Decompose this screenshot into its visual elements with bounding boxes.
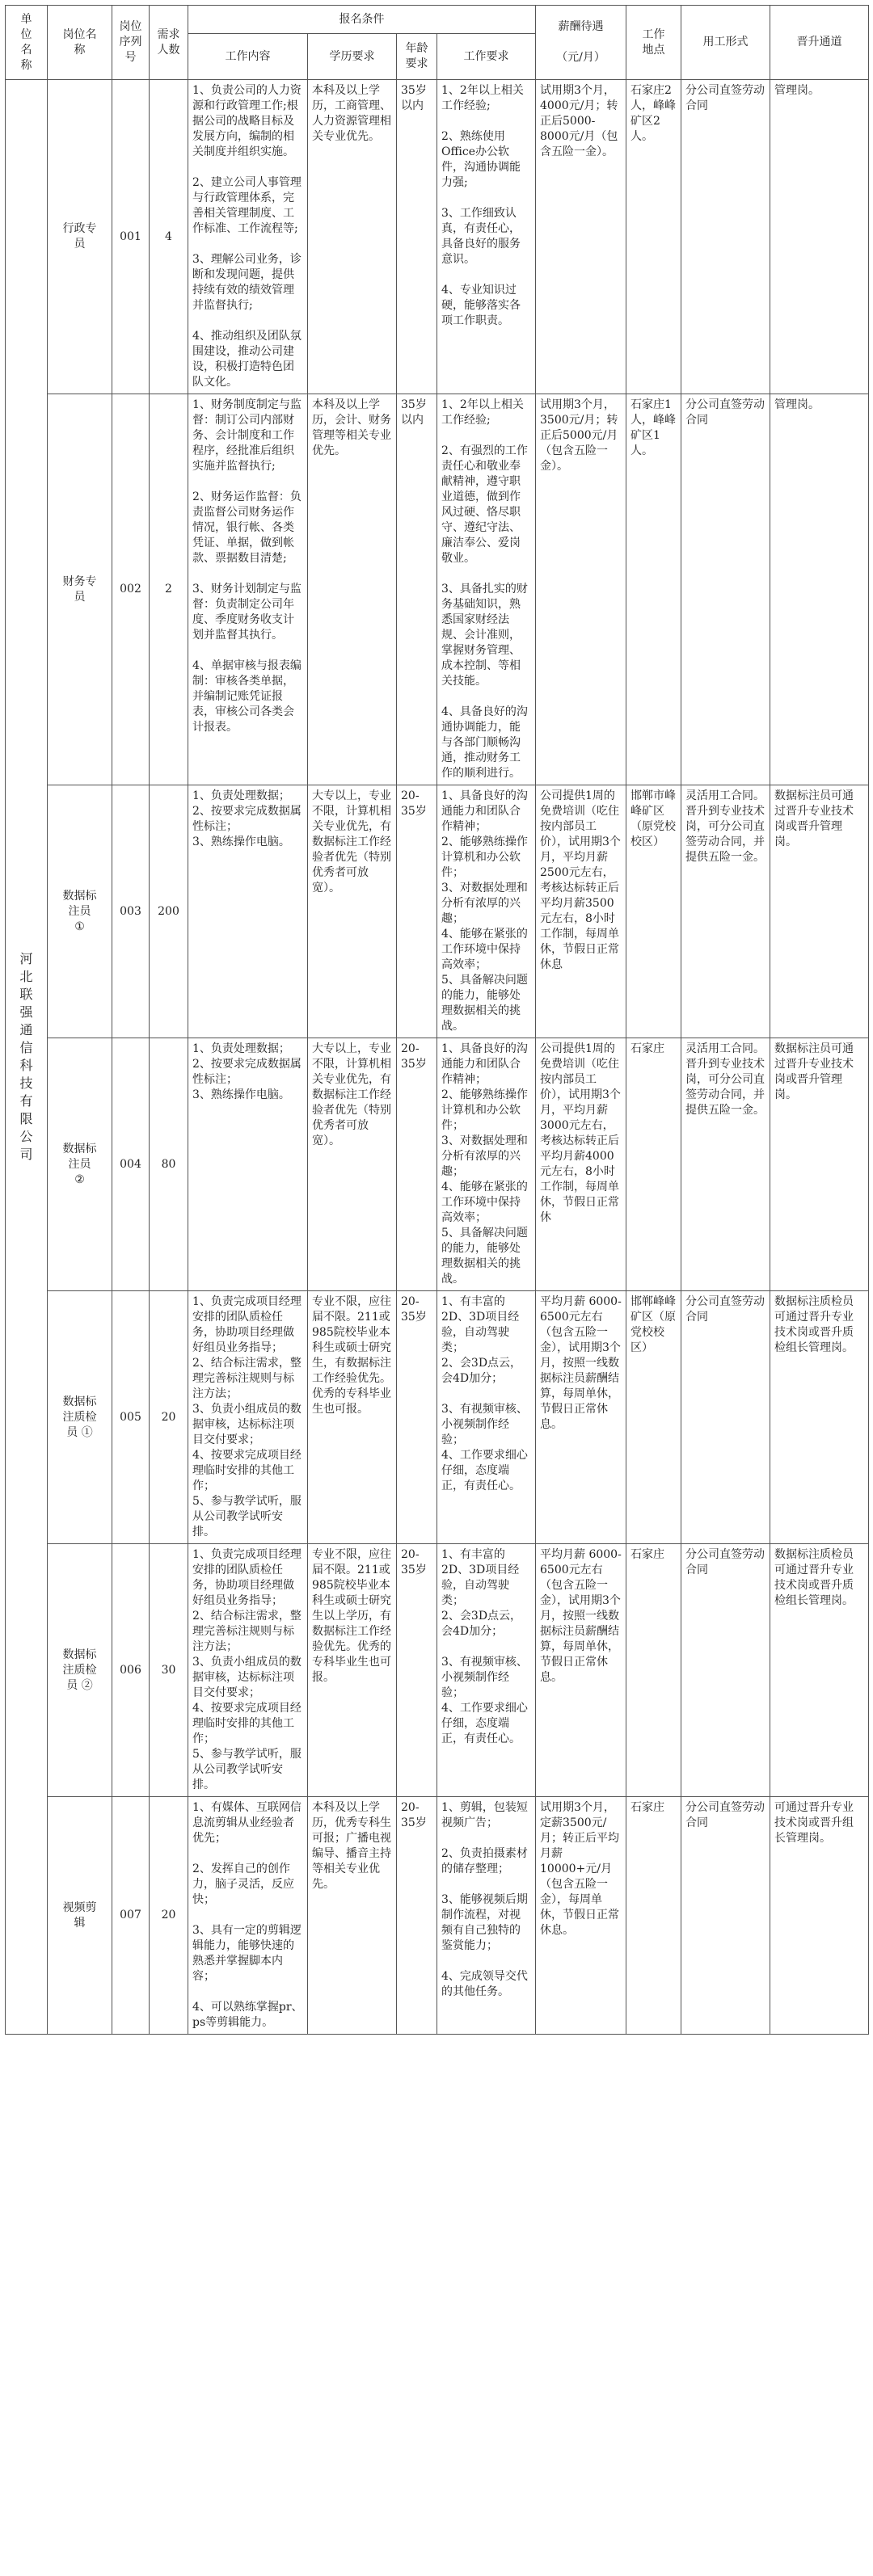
salary: 公司提供1周的免费培训（吃住按内部员工价），试用期3个月，平均月薪2500元左右，考核达标转正后平均月薪3500元左右，8小时工作制，每周单休，节假日正常休息 xyxy=(536,785,626,1038)
header-employment: 用工形式 xyxy=(681,6,770,80)
salary: 平均月薪 6000-6500元左右（包含五险一金），试用期3个月，按照一线数据标注员薪酬结算，每周单休，节假日正常休息。 xyxy=(536,1291,626,1544)
table-row xyxy=(6,80,869,394)
promotion-path: 管理岗。 xyxy=(770,394,869,785)
header-conditions: 报名条件 xyxy=(188,6,536,34)
position-serial: 001 xyxy=(112,80,150,394)
work-content: 1、有媒体、互联网信息流剪辑从业经验者优先； 2、发挥自己的创作力，脑子灵活，反应快； 3、具有一定的剪辑逻辑能力，能够快速的熟悉并掌握脚本内容； 4、可以熟练掌握pr、ps等剪辑能力。 xyxy=(188,1797,308,2035)
work-location: 邯郸峰峰矿区（原党校校区） xyxy=(626,1291,681,1544)
header-row-1 xyxy=(6,6,869,34)
table-row xyxy=(6,1038,869,1291)
employment-type: 分公司直签劳动合同 xyxy=(681,1544,770,1797)
promotion-path: 数据标注员可通过晋升专业技术岗或晋升管理岗。 xyxy=(770,1038,869,1291)
work-content: 1、负责完成项目经理安排的团队质检任务，协助项目经理做好组员业务指导； 2、结合标注需求，整理完善标注规则与标注方法； 3、负责小组成员的数据审核，达标标注项目交付要求； 4、按要求完成项目经理临时安排的其他工作； 5、参与教学试听，服从公司教学试听安排。 xyxy=(188,1544,308,1797)
age-requirement: 20-35岁 xyxy=(397,1291,437,1544)
work-location: 石家庄 xyxy=(626,1797,681,2035)
position-serial: 004 xyxy=(112,1038,150,1291)
salary: 试用期3个月，定薪3500元/月；转正后平均月薪10000+元/月（包含五险一金），每周单休，节假日正常休息。 xyxy=(536,1797,626,2035)
work-content: 1、负责完成项目经理安排的团队质检任务，协助项目经理做好组员业务指导； 2、结合标注需求，整理完善标注规则与标注方法； 3、负责小组成员的数据审核，达标标注项目交付要求； 4、按要求完成项目经理临时安排的其他工作； 5、参与教学试听，服从公司教学试听安排。 xyxy=(188,1291,308,1544)
header-work-content: 工作内容 xyxy=(188,34,308,80)
work-content: 1、负责处理数据； 2、按要求完成数据属性标注； 3、熟练操作电脑。 xyxy=(188,785,308,1038)
header-education: 学历要求 xyxy=(308,34,397,80)
age-requirement: 20-35岁 xyxy=(397,1797,437,2035)
table-row xyxy=(6,394,869,785)
position-name: 数据标 注质检 员 ② xyxy=(48,1544,112,1797)
job-requirements: 1、具备良好的沟通能力和团队合作精神； 2、能够熟练操作计算机和办公软件； 3、对数据处理和分析有浓厚的兴趣； 4、能够在紧张的工作环境中保持高效率； 5、具备解决问题的能力，能够处理数据相关的挑战。 xyxy=(437,1038,536,1291)
age-requirement: 35岁 以内 xyxy=(397,394,437,785)
work-location: 石家庄 xyxy=(626,1544,681,1797)
employment-type: 分公司直签劳动合同 xyxy=(681,394,770,785)
work-location: 石家庄2人，峰峰矿区2人。 xyxy=(626,80,681,394)
job-requirements: 1、有丰富的2D、3D项目经验，自动驾驶类； 2、会3D点云，会4D加分； 3、有视频审核、小视频制作经验； 4、工作要求细心仔细，态度端正，有责任心。 xyxy=(437,1291,536,1544)
position-name: 数据标 注员 ① xyxy=(48,785,112,1038)
position-serial: 005 xyxy=(112,1291,150,1544)
headcount: 80 xyxy=(150,1038,188,1291)
job-requirements: 1、具备良好的沟通能力和团队合作精神； 2、能够熟练操作计算机和办公软件； 3、对数据处理和分析有浓厚的兴趣； 4、能够在紧张的工作环境中保持高效率； 5、具备解决问题的能力，能够处理数据相关的挑战。 xyxy=(437,785,536,1038)
table-row xyxy=(6,785,869,1038)
employment-type: 分公司直签劳动合同 xyxy=(681,1797,770,2035)
header-location: 工作 地点 xyxy=(626,6,681,80)
header-serial: 岗位 序列 号 xyxy=(112,6,150,80)
promotion-path: 数据标注质检员可通过晋升专业技术岗或晋升质检组长管理岗。 xyxy=(770,1291,869,1544)
header-count: 需求 人数 xyxy=(150,6,188,80)
table-row xyxy=(6,1291,869,1544)
position-serial: 002 xyxy=(112,394,150,785)
promotion-path: 可通过晋升专业技术岗或晋升组长管理岗。 xyxy=(770,1797,869,2035)
header-unit: 单 位 名 称 xyxy=(6,6,48,80)
age-requirement: 20-35岁 xyxy=(397,1038,437,1291)
position-serial: 003 xyxy=(112,785,150,1038)
position-name: 数据标 注质检 员 ① xyxy=(48,1291,112,1544)
education-requirement: 本科及以上学历，工商管理、人力资源管理相关专业优先。 xyxy=(308,80,397,394)
job-requirements: 1、2年以上相关工作经验; 2、有强烈的工作责任心和敬业奉献精神，遵守职业道德，做到作风过硬、恪尽职守、遵纪守法、廉洁奉公、爱岗敬业。 3、具备扎实的财务基础知识，熟悉国家财经法规、会计准则，掌握财务管理、成本控制、等相关技能。 4、具备良好的沟通协调能力，能与各部门顺畅沟通，推动财务工作的顺利进行。 xyxy=(437,394,536,785)
education-requirement: 大专以上，专业不限，计算机相关专业优先，有数据标注工作经验者优先（特别优秀者可放宽）。 xyxy=(308,785,397,1038)
position-name: 财务专 员 xyxy=(48,394,112,785)
education-requirement: 专业不限，应往届不限。211或985院校毕业本科生或硕士研究生，有数据标注工作经验优先。优秀的专科毕业生也可报。 xyxy=(308,1291,397,1544)
age-requirement: 20-35岁 xyxy=(397,1544,437,1797)
age-requirement: 20-35岁 xyxy=(397,785,437,1038)
salary: 试用期3个月，3500元/月；转正后5000元/月（包含五险一金）。 xyxy=(536,394,626,785)
work-location: 石家庄 xyxy=(626,1038,681,1291)
table-row xyxy=(6,1544,869,1797)
position-serial: 007 xyxy=(112,1797,150,2035)
education-requirement: 大专以上，专业不限，计算机相关专业优先，有数据标注工作经验者优先（特别优秀者可放宽）。 xyxy=(308,1038,397,1291)
promotion-path: 管理岗。 xyxy=(770,80,869,394)
job-requirements: 1、剪辑，包装短视频广告； 2、负责拍摄素材的储存整理； 3、能够视频后期制作流程，对视频有自己独特的鉴赏能力； 4、完成领导交代的其他任务。 xyxy=(437,1797,536,2035)
position-name: 视频剪 辑 xyxy=(48,1797,112,2035)
job-requirements: 1、有丰富的2D、3D项目经验，自动驾驶类； 2、会3D点云，会4D加分； 3、有视频审核、小视频制作经验； 4、工作要求细心仔细，态度端正，有责任心。 xyxy=(437,1544,536,1797)
header-promotion: 晋升通道 xyxy=(770,6,869,80)
job-requirements: 1、2年以上相关工作经验; 2、熟练使用Office办公软件，沟通协调能力强; 3、工作细致认真，有责任心，具备良好的服务意识。 4、专业知识过硬，能够落实各项工作职责。 xyxy=(437,80,536,394)
header-salary: 薪酬待遇 （元/月） xyxy=(536,6,626,80)
education-requirement: 专业不限，应往届不限。211或985院校毕业本科生或硕士研究生以上学历，有数据标注工作经验优先。优秀的专科毕业生也可报。 xyxy=(308,1544,397,1797)
promotion-path: 数据标注员可通过晋升专业技术岗或晋升管理岗。 xyxy=(770,785,869,1038)
position-name: 行政专 员 xyxy=(48,80,112,394)
header-age: 年龄 要求 xyxy=(397,34,437,80)
employment-type: 分公司直签劳动合同 xyxy=(681,1291,770,1544)
employment-type: 灵活用工合同。晋升到专业技术岗，可分公司直签劳动合同，并提供五险一金。 xyxy=(681,1038,770,1291)
salary: 平均月薪 6000-6500元左右（包含五险一金），试用期3个月，按照一线数据标注员薪酬结算，每周单休，节假日正常休息。 xyxy=(536,1544,626,1797)
header-requirements: 工作要求 xyxy=(437,34,536,80)
employment-type: 分公司直签劳动合同 xyxy=(681,80,770,394)
employment-type: 灵活用工合同。晋升到专业技术岗，可分公司直签劳动合同，并提供五险一金。 xyxy=(681,785,770,1038)
position-serial: 006 xyxy=(112,1544,150,1797)
headcount: 20 xyxy=(150,1797,188,2035)
headcount: 20 xyxy=(150,1291,188,1544)
age-requirement: 35岁 以内 xyxy=(397,80,437,394)
promotion-path: 数据标注质检员可通过晋升专业技术岗或晋升质检组长管理岗。 xyxy=(770,1544,869,1797)
work-location: 邯郸市峰峰矿区（原党校校区） xyxy=(626,785,681,1038)
table-row xyxy=(6,1797,869,2035)
headcount: 200 xyxy=(150,785,188,1038)
work-content: 1、财务制度制定与监督：制订公司内部财务、会计制度和工作程序，经批准后组织实施并监督执行; 2、财务运作监督：负责监督公司财务运作情况，银行帐、各类凭证、单据，做到帐款、票据数目清楚; 3、财务计划制定与监督：负责制定公司年度、季度财务收支计划并监督其执行。 4、单据审核与报表编制：审核各类单据，并编制记账凭证报表，审核公司各类会计报表。 xyxy=(188,394,308,785)
company-name: 河 北 联 强 通 信 科 技 有 限 公 司 xyxy=(6,80,48,2035)
job-listing-table xyxy=(5,5,869,2035)
work-content: 1、负责处理数据； 2、按要求完成数据属性标注； 3、熟练操作电脑。 xyxy=(188,1038,308,1291)
education-requirement: 本科及以上学历，优秀专科生可报；广播电视编导、播音主持等相关专业优先。 xyxy=(308,1797,397,2035)
work-content: 1、负责公司的人力资源和行政管理工作;根据公司的战略目标及发展方向，编制的相关制度并组织实施。 2、建立公司人事管理与行政管理体系，完善相关管理制度、工作标准、工作流程等; 3、理解公司业务，诊断和发现问题，提供持续有效的绩效管理并监督执行; 4、推动组织及团队氛围建设，推动公司建设，积极打造特色团队文化。 xyxy=(188,80,308,394)
headcount: 4 xyxy=(150,80,188,394)
headcount: 30 xyxy=(150,1544,188,1797)
headcount: 2 xyxy=(150,394,188,785)
salary: 试用期3个月，4000元/月；转正后5000-8000元/月（包含五险一金）。 xyxy=(536,80,626,394)
salary: 公司提供1周的免费培训（吃住按内部员工价），试用期3个月，平均月薪3000元左右，考核达标转正后平均月薪4000元左右，8小时工作制，每周单休，节假日正常休 xyxy=(536,1038,626,1291)
work-location: 石家庄1人，峰峰矿区1人。 xyxy=(626,394,681,785)
education-requirement: 本科及以上学历，会计、财务管理等相关专业优先。 xyxy=(308,394,397,785)
header-position: 岗位名 称 xyxy=(48,6,112,80)
position-name: 数据标 注员 ② xyxy=(48,1038,112,1291)
